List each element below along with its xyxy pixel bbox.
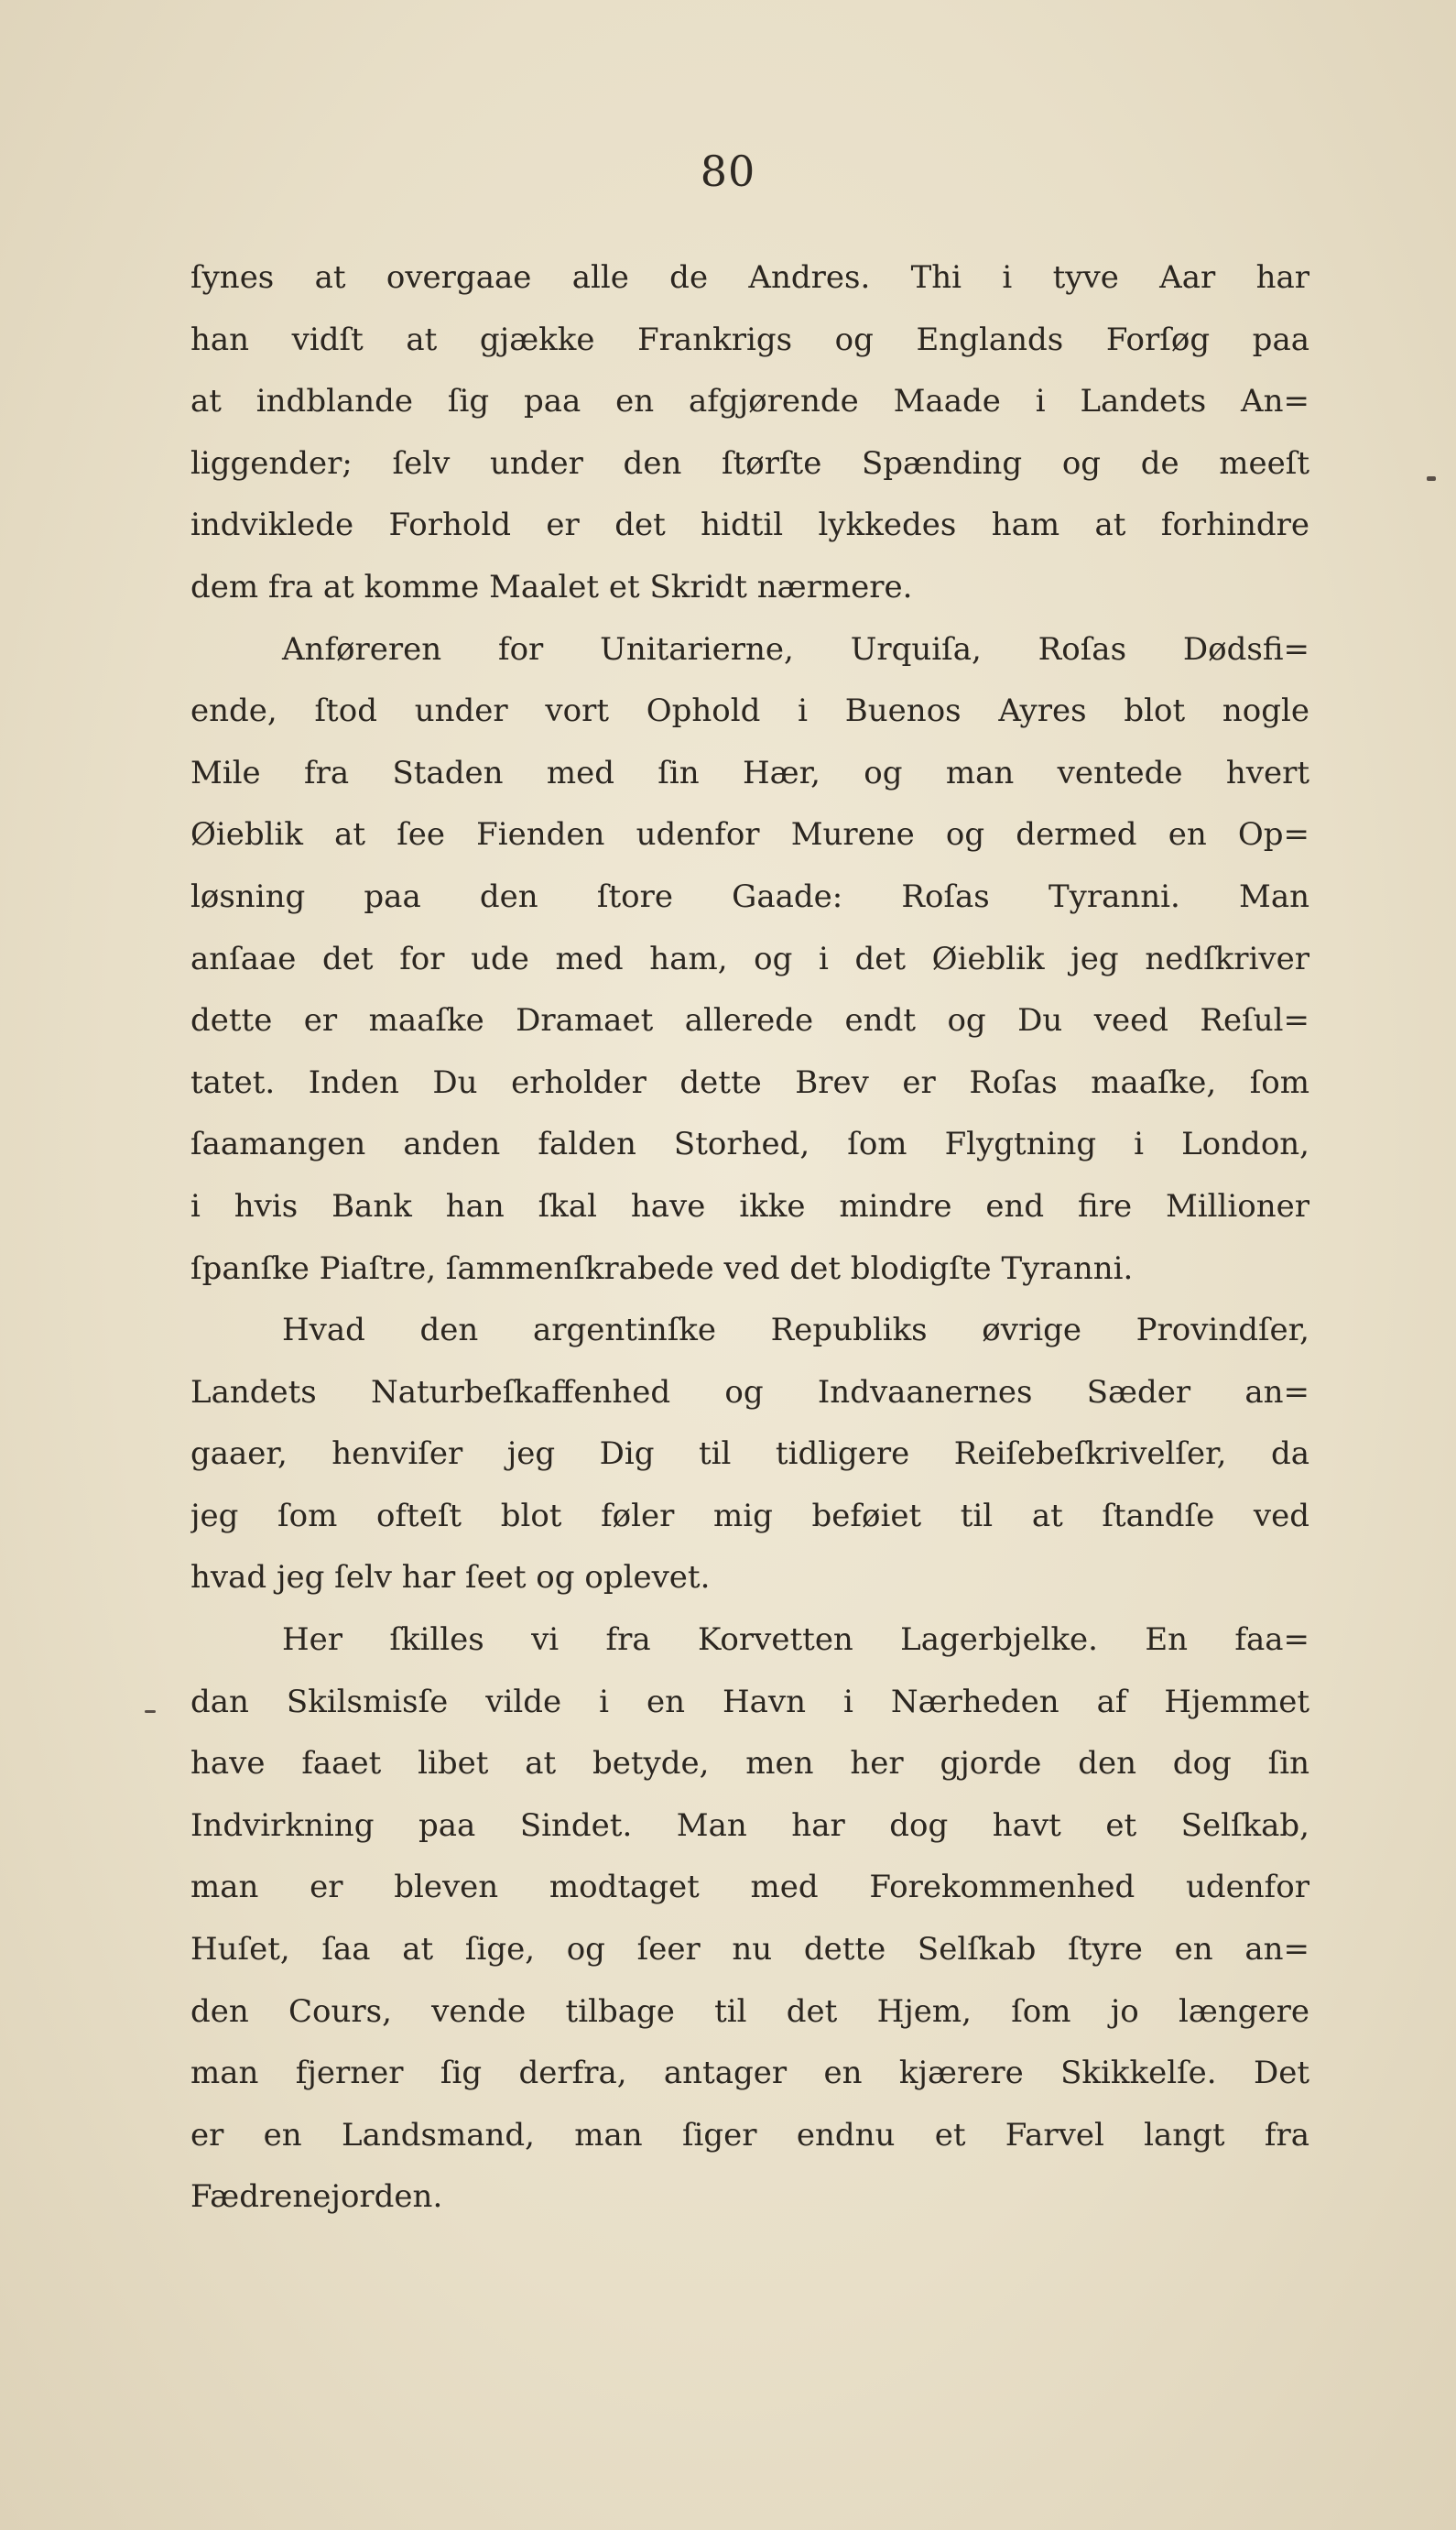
text-line: tatet. Inden Du erholder dette Brev er Roſas maaſke, ſom <box>190 1063 1309 1101</box>
text-line: gaaer, henviſer jeg Dig til tidligere Reiſebeſkrivelſer, da <box>190 1435 1309 1473</box>
text-line: ende, ſtod under vort Ophold i Buenos Ayres blot nogle <box>190 692 1309 730</box>
text-line: ſpanſke Piaſtre, ſammenſkrabede ved det blodigſte Tyranni. <box>190 1249 1134 1287</box>
text-line: i hvis Bank han ſkal have ikke mindre end fire Millioner <box>190 1187 1309 1225</box>
text-line: anſaae det for ude med ham, og i det Øieblik jeg nedſkriver <box>190 940 1309 977</box>
margin-speck <box>145 1710 156 1713</box>
text-line: han vidſt at gjække Frankrigs og Englands Forſøg paa <box>190 321 1309 358</box>
page-number: 80 <box>700 147 756 196</box>
body-text <box>190 247 1309 2229</box>
text-line: man er bleven modtaget med Forekommenhed udenfor <box>190 1869 1309 1906</box>
text-line: indviklede Forhold er det hidtil lykkedes ham at forhindre <box>190 507 1309 544</box>
text-line: Huſet, ſaa at ſige, og ſeer nu dette Selſkab ſtyre en an= <box>190 1931 1309 1968</box>
text-line: Øieblik at ſee Fienden udenfor Murene og dermed en Op= <box>190 816 1309 854</box>
text-line: Anføreren for Unitarierne, Urquiſa, Roſas Dødsfi= <box>282 630 1309 668</box>
text-line: jeg ſom ofteſt blot føler mig beføiet til at ſtandſe ved <box>190 1497 1309 1534</box>
text-line: hvad jeg ſelv har ſeet og oplevet. <box>190 1559 711 1597</box>
text-line: dan Skilsmisſe vilde i en Havn i Nærheden af Hjemmet <box>190 1683 1309 1720</box>
text-line: at indblande ſig paa en afgjørende Maade i Landets An= <box>190 383 1309 420</box>
text-line: ſynes at overgaae alle de Andres. Thi i tyve Aar har <box>190 259 1309 296</box>
text-line: Fædrenejorden. <box>190 2178 443 2216</box>
text-line: liggender; ſelv under den ſtørſte Spænding og de meeſt <box>190 444 1309 482</box>
text-line: Mile fra Staden med ſin Hær, og man ventede hvert <box>190 754 1309 791</box>
text-line: dette er maaſke Dramaet allerede endt og Du veed Reſul= <box>190 1002 1309 1040</box>
text-line: dem fra at komme Maalet et Skridt nærmere. <box>190 568 913 605</box>
text-line: Her ſkilles vi fra Korvetten Lagerbjelke. En faa= <box>282 1621 1309 1659</box>
text-line: løsning paa den ſtore Gaade: Roſas Tyranni. Man <box>190 878 1309 915</box>
text-line: Hvad den argentinſke Republiks øvrige Provindſer, <box>282 1312 1309 1349</box>
text-line: man fjerner ſig derfra, antager en kjærere Skikkelſe. Det <box>190 2055 1309 2092</box>
text-line: have faaet libet at betyde, men her gjorde den dog ſin <box>190 1745 1309 1783</box>
text-line: er en Landsmand, man ſiger endnu et Farvel langt fra <box>190 2116 1309 2154</box>
text-line: ſaamangen anden falden Storhed, ſom Flygtning i London, <box>190 1126 1309 1163</box>
text-line: den Cours, vende tilbage til det Hjem, ſom jo længere <box>190 1992 1309 2030</box>
margin-speck <box>1427 476 1436 481</box>
text-line: Indvirkning paa Sindet. Man har dog havt et Selſkab, <box>190 1806 1309 1844</box>
text-line: Landets Naturbeſkaffenhed og Indvaanernes Sæder an= <box>190 1373 1309 1411</box>
